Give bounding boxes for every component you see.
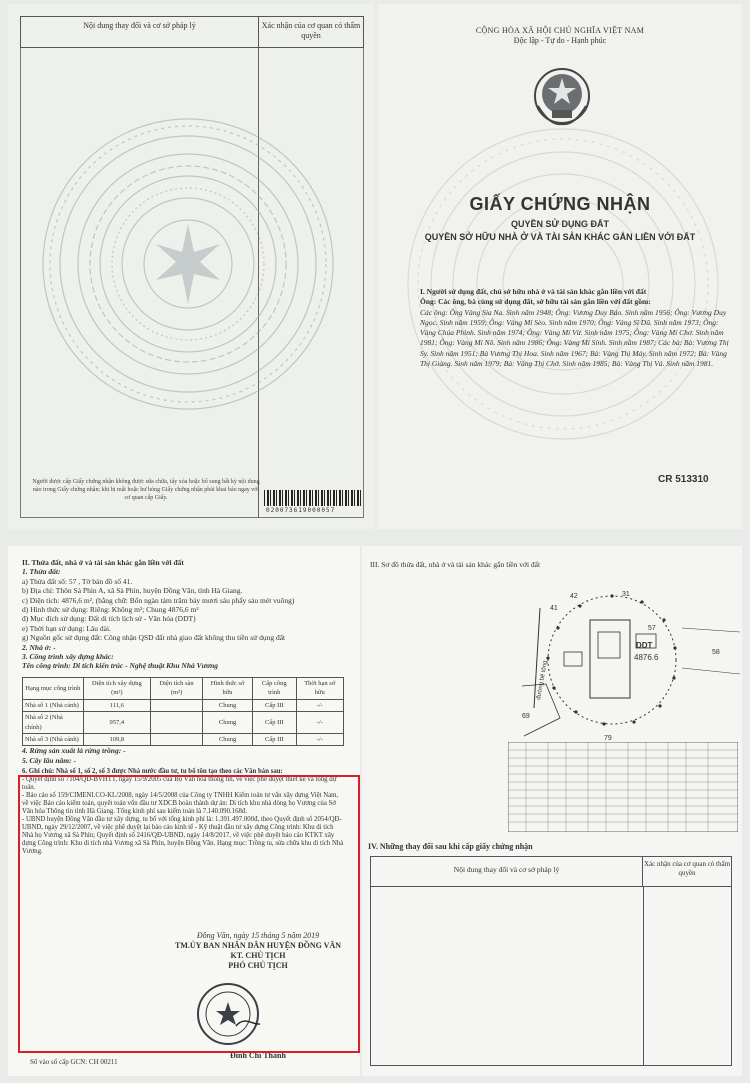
registry-number: Số vào sổ cấp GCN: CH 00211: [30, 1058, 118, 1066]
col-header: Thời hạn sở hữu: [296, 677, 344, 699]
land-details: [22, 558, 350, 765]
cell: Chung: [203, 733, 253, 745]
land-details-page: [8, 546, 360, 1076]
plot-label: 58: [712, 649, 720, 656]
cell: Cấp III: [253, 733, 296, 745]
cell: Cấp III: [253, 699, 296, 711]
coordinate-table: [508, 742, 738, 832]
section-4-heading: IV. Những thay đổi sau khi cấp giấy chứng nhận: [368, 842, 533, 851]
plot-diagram-page: [362, 546, 742, 1076]
note-line: - Báo cáo số 159/CIMENI.CO-KL/2008, ngày 14/5/2008 của Công ty TNHH Kiểm toán tư vấn xây dựng Việt Nam, về việc Báo cáo kiểm toán, quyết toán vốn đầu tư XDCB hoàn thành dự án: Di tích khu nhà dòng họ Vương của Sở Văn hóa Thông tin tỉnh Hà Giang. Tổng kinh phí sau kiểm toán là 7.140.090.168đ.: [22, 792, 339, 815]
plot-label: DDT: [636, 641, 653, 650]
warning-footnote: Người được cấp Giấy chứng nhận không được sửa chữa, tẩy xóa hoặc bổ sung bất kỳ nội dung nào trong Giấy chứng nhận; khi bị mất hoặc hư hỏng Giấy chứng nhận phải khai báo ngay với cơ quan cấp Giấy.: [32, 479, 260, 501]
official-seal-icon: [196, 982, 260, 1046]
nation-header: CỘNG HÒA XÃ HỘI CHỦ NGHĨA VIỆT NAM: [475, 26, 645, 35]
barcode: [264, 490, 362, 506]
cell: Chung: [203, 712, 253, 734]
cell: Nhà số 3 (Nhà cánh): [23, 733, 84, 745]
section-2-heading: II. Thửa đất, nhà ở và tài sản khác gắn liền với đất: [22, 558, 184, 567]
forest-line: 4. Rừng sản xuất là rừng trồng: -: [22, 746, 126, 756]
works-heading: 3. Công trình xây dựng khác:: [22, 652, 114, 662]
col-header: Cấp công trình: [253, 677, 296, 699]
cell: -/-: [296, 699, 344, 711]
owners-list: Các ông: Ông Vàng Sia Na. Sinh năm 1948; Ông: Vương Duy Bảo. Sinh năm 1956; Ông: Vương Duy Ngọc. Sinh năm 1959; Ông: Vàng Mí Sèo. Sinh năm 1970; Ông: Vàng Sĩ Dũ. Sinh năm 1973; Ông: Vàng Chúa Phình. Sinh năm 1974; Ông: Vàng Mí Vừ. Sinh năm 1975; Ông: Vàng Mí Chơ. Sinh năm 1981; Ông: Vàng Mí Nô. Sinh năm 1986; Ông: Vàng Mí Sính. Sinh năm 1987; Các bà: Bà: Vương Thị Sy. Sinh năm 1951; Bà Vương Thị Hoa. Sinh năm 1967; Bà: Vàng Thị Máy. Sinh năm 1972; Bà: Vàng Thị Giàng. Sinh năm 1979; Bà: Vàng Thị Chờ. Sinh năm 1985; Bà: Vàng Thị Vá. Sinh năm 1981.: [420, 307, 729, 369]
note-line: - Quyết định số 7104/QĐ-BVHTT, ngày 15/9/2005 của Bộ Văn hóa thông tin, về việc phê duyệt thiết kế và tổng dự toán.: [22, 776, 337, 791]
plot-label: 31: [622, 591, 630, 598]
changes-confirm-header: Xác nhận của cơ quan có thẩm quyền: [261, 21, 361, 40]
land-line: b) Địa chỉ: Thôn Sà Phìn A, xã Sà Phìn, huyện Đồng Văn, tỉnh Hà Giang.: [22, 586, 243, 596]
cell: Cấp III: [253, 712, 296, 734]
owners-section: [420, 287, 732, 369]
certificate-back-cover: [8, 4, 374, 529]
certificate-subtitle-2: QUYỀN SỞ HỮU NHÀ Ở VÀ TÀI SẢN KHÁC GẮN LIỀN VỚI ĐẤT: [424, 232, 696, 242]
cell: -/-: [296, 712, 344, 734]
house-heading: 2. Nhà ở: -: [22, 642, 56, 652]
certificate-serial: CR 513310: [658, 474, 709, 485]
notes-section: [22, 768, 346, 854]
note-line: - UBND huyện Đồng Văn đầu tư xây dựng, tu bổ với tổng kinh phí là: 1.391.497.000đ, theo Quyết định số 2054/QĐ-UBND, ngày 29/12/2007, về việc phê duyệt lại báo cáo kinh tế - Kỹ thuật đầu tư xây dựng Công trình: Khu di tích Nhà họ Vương xã Sà Phìn; Quyết định số 2416/QĐ-UBND, ngày 14/8/2017, về việc phê duyệt báo cáo KTKT xây dựng Công trình: Khu di tích nhà Vương xã Sà Phìn, huyện Đồng Văn. Hạng mục: Trồng tu, sửa chữa khu di tích Nhà Vương.: [22, 816, 344, 855]
col-header: Hình thức sở hữu: [203, 677, 253, 699]
section-3-heading: III. Sơ đồ thửa đất, nhà ở và tài sản khác gắn liền với đất: [370, 560, 541, 569]
nation-motto: Độc lập - Tự do - Hạnh phúc: [513, 36, 607, 45]
signer-name: Đinh Chí Thành: [230, 1051, 286, 1060]
cell: Nhà số 2 (Nhà chính): [23, 712, 84, 734]
cell: [151, 699, 203, 711]
table-row: [23, 733, 344, 745]
later-changes-divider: [643, 887, 644, 1065]
table-row: [23, 699, 344, 711]
plot-label: 69: [522, 713, 530, 720]
land-line: a) Thửa đất số: 57 , Tờ bản đồ số 41.: [22, 576, 133, 586]
cell: -/-: [296, 733, 344, 745]
table-row: [23, 712, 344, 734]
certificate-front-cover: [378, 4, 742, 529]
bronze-drum-watermark: [38, 114, 338, 414]
date-line: Đồng Văn, ngày 15 tháng 5 năm 2019: [196, 931, 320, 940]
later-changes-table: [370, 856, 732, 1066]
land-line: c) Diện tích: 4876,6 m², (bằng chữ: Bốn ngàn tám trăm bảy mươi sáu phẩy sáu mét vuông): [22, 595, 295, 605]
later-changes-content-header: Nội dung thay đổi và cơ sở pháp lý: [371, 857, 643, 887]
cell: 111,6: [83, 699, 150, 711]
land-line: d) Hình thức sử dụng: Riêng: Không m²; Chung 4876,6 m²: [22, 605, 199, 615]
plot-label: 79: [604, 735, 612, 742]
section-1-heading: I. Người sử dụng đất, chủ sở hữu nhà ở và tài sản khác gắn liền với đất: [420, 287, 647, 296]
cell: [151, 712, 203, 734]
land-heading: 1. Thửa đất:: [22, 567, 61, 577]
barcode-number: 020073619000057: [266, 507, 336, 514]
cell: 957,4: [83, 712, 150, 734]
plot-label: đường bê tông: [536, 660, 549, 701]
land-plot-diagram: [512, 568, 742, 744]
land-line: đ) Mục đích sử dụng: Đất di tích lịch sử - Văn hóa (DDT): [22, 614, 196, 624]
bronze-drum-watermark-front: [403, 124, 723, 444]
works-table: [22, 677, 344, 746]
works-name: Tên công trình: Di tích kiến trúc - Nghệ thuật Khu Nhà Vương: [22, 661, 219, 671]
plot-label: 4876.6: [634, 653, 659, 662]
land-line: e) Thời hạn sử dụng: Lâu dài.: [22, 623, 111, 633]
col-header: Hạng mục công trình: [23, 677, 84, 699]
col-header: Diện tích xây dựng (m²): [83, 677, 150, 699]
land-line: g) Nguồn gốc sử dụng đất: Công nhận QSD đất nhà giao đất không thu tiền sử dụng đất: [22, 633, 286, 643]
cell: Nhà số 1 (Nhà cánh): [23, 699, 84, 711]
signer-position-2: PHÓ CHỦ TỊCH: [228, 961, 288, 970]
plot-label: 42: [570, 593, 578, 600]
certificate-title: GIẤY CHỨNG NHẬN: [469, 194, 651, 214]
changes-table-header: [20, 16, 364, 48]
signature-block: [158, 931, 358, 971]
cell: Chung: [203, 699, 253, 711]
later-changes-confirm-header: Xác nhận của cơ quan có thẩm quyền: [643, 857, 731, 887]
owners-heading: Ông: Các ông, bà cùng sử dụng đất, sở hữu tài sản gắn liền với đất gồm:: [420, 297, 651, 307]
works-table-header: [23, 677, 344, 699]
col-header: Diện tích sàn (m²): [151, 677, 203, 699]
issuing-org: TM.ỦY BAN NHÂN DÂN HUYỆN ĐỒNG VĂN: [175, 941, 341, 950]
national-emblem-icon: [530, 66, 594, 130]
plot-label: 41: [550, 605, 558, 612]
cell: [151, 733, 203, 745]
certificate-subtitle-1: QUYỀN SỬ DỤNG ĐẤT: [511, 219, 609, 229]
signer-position-1: KT. CHỦ TỊCH: [230, 951, 286, 960]
changes-content-header: Nội dung thay đổi và cơ sở pháp lý: [21, 17, 259, 47]
plot-label: 57: [648, 625, 656, 632]
note-line: 6. Ghi chú: Nhà số 1, số 2, số 3 được Nhà nước đầu tư, tu bổ tôn tạo theo các Văn bản sau:: [22, 768, 283, 775]
perennial-line: 5. Cây lâu năm: -: [22, 755, 76, 765]
cell: 109,8: [83, 733, 150, 745]
